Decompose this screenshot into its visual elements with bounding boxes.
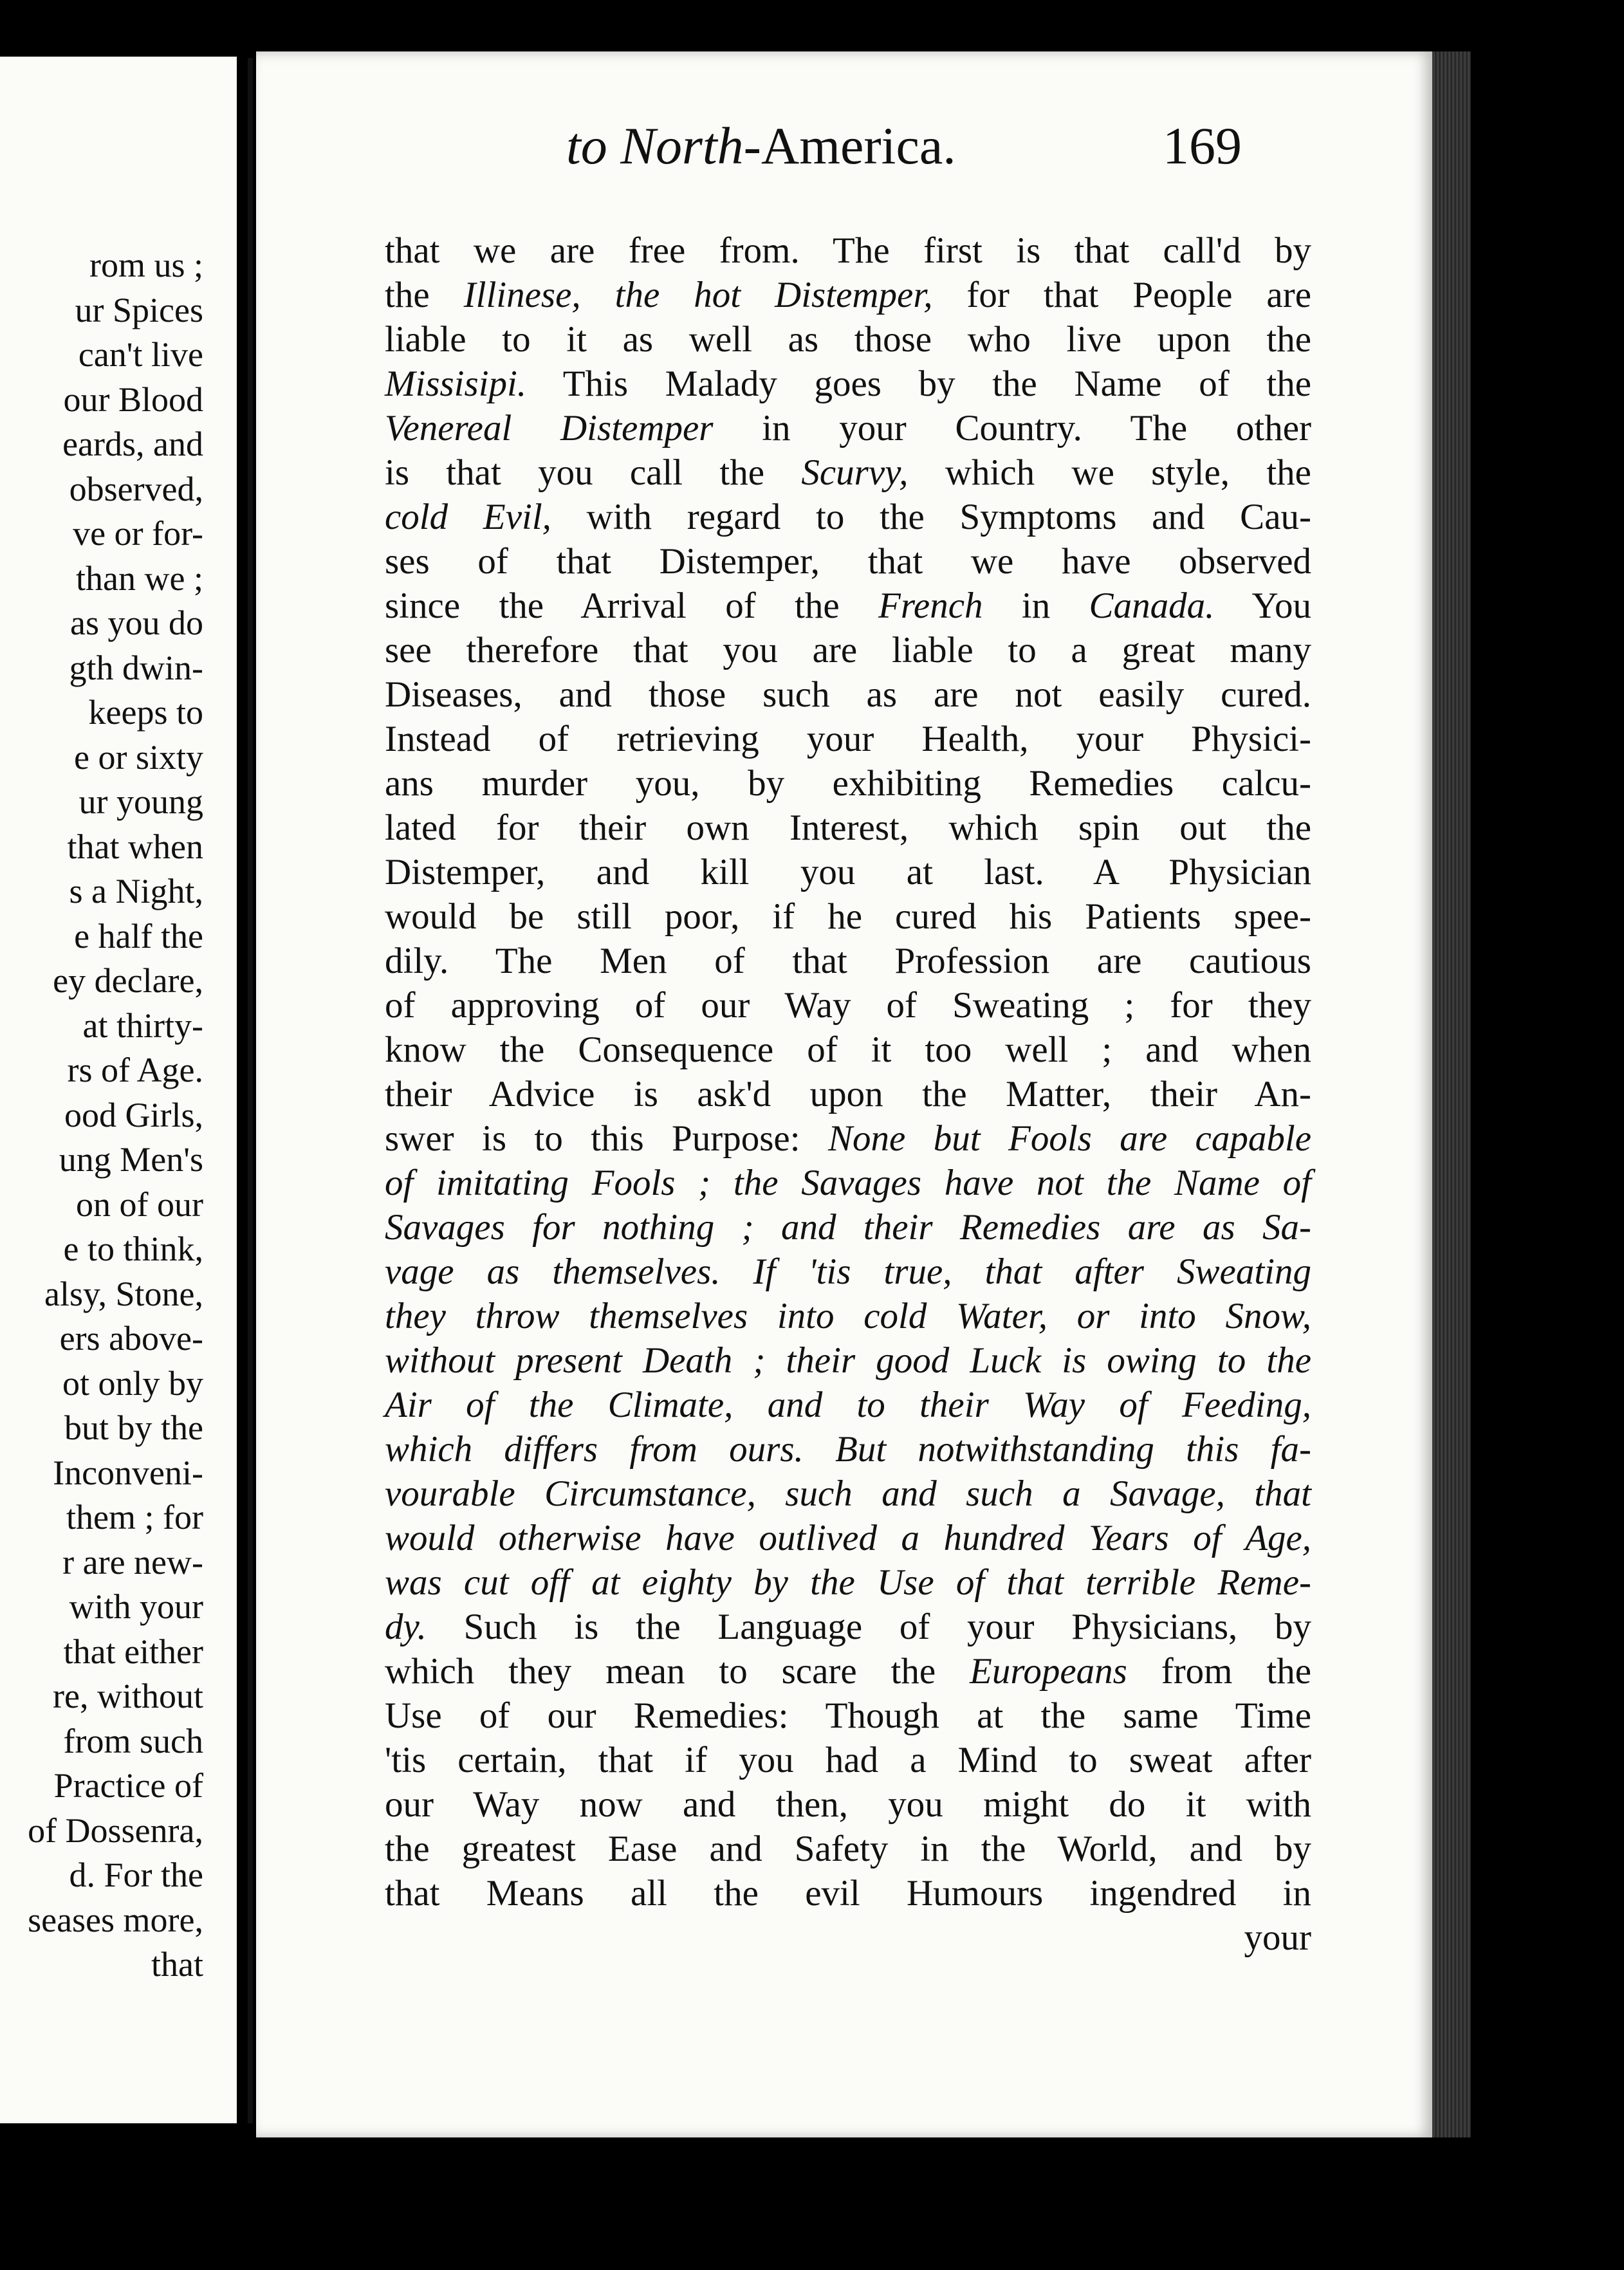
body-line: [385, 761, 1311, 806]
left-page-line: ood Girls,: [64, 1095, 203, 1134]
italic-text: Illinese, the hot Distemper,: [463, 275, 933, 315]
body-line: [385, 1782, 1311, 1827]
text-run: 'tis certain, that if you had a Mind to sweat after: [385, 1740, 1311, 1780]
left-page-line: r are new-: [62, 1542, 203, 1582]
body-line: [385, 228, 1311, 273]
running-title: [566, 116, 956, 176]
text-run: ses of that Distemper, that we have observed: [385, 541, 1311, 582]
left-page-line: e half the: [74, 916, 203, 955]
italic-text: Europeans: [970, 1651, 1127, 1692]
body-line: [385, 939, 1311, 983]
text-run: see therefore that you are liable to a great many: [385, 630, 1311, 670]
italic-text: of imitating Fools ; the Savages have not the Name of: [385, 1163, 1311, 1203]
text-run: You: [1214, 586, 1312, 626]
left-page-line: re, without: [53, 1677, 203, 1715]
italic-text: which differs from ours. But notwithstanding this fa-: [385, 1429, 1311, 1470]
left-page-line: ey declare,: [53, 961, 203, 1000]
italic-text: vage as themselves. If 'tis true, that after Sweating: [385, 1251, 1311, 1292]
body-line: [385, 1427, 1311, 1472]
body-line: [385, 1516, 1311, 1560]
running-title-italic: to North-: [566, 116, 761, 175]
italic-text: without present Death ; their good Luck is owing to the: [385, 1340, 1311, 1381]
body-line: [385, 1560, 1311, 1605]
text-run: in: [983, 586, 1089, 626]
left-page-line: on of our: [76, 1185, 203, 1224]
left-page-line: of Dossenra,: [28, 1811, 203, 1850]
body-line: [385, 1383, 1311, 1427]
left-page-line: eards, and: [62, 425, 203, 463]
text-run: lated for their own Interest, which spin out the: [385, 807, 1311, 848]
text-run: for that People are: [932, 275, 1312, 315]
left-page-line: keeps to: [88, 693, 203, 732]
italic-text: vourable Circumstance, such and such a Savage, that: [385, 1473, 1311, 1514]
left-page-line: rs of Age.: [67, 1051, 203, 1089]
body-line: [385, 539, 1311, 584]
body-line: [385, 495, 1311, 539]
left-page-line: gth dwin-: [69, 648, 203, 687]
italic-text: Missisipi.: [385, 364, 527, 404]
left-page-line: ot only by: [62, 1363, 203, 1403]
italic-text: French: [878, 586, 983, 626]
left-page-line: Inconveni-: [53, 1453, 203, 1492]
left-page-text: [28, 243, 203, 1988]
text-run: from the: [1127, 1651, 1312, 1692]
left-page-line: from such: [63, 1721, 203, 1760]
text-run: liable to it as well as those who live upon the: [385, 319, 1311, 360]
italic-text: None but Fools are capable: [827, 1118, 1311, 1159]
left-page-line: ur young: [78, 782, 203, 821]
left-page-line: with your: [69, 1587, 203, 1626]
left-page: [0, 57, 237, 2123]
italic-text: Savages for nothing ; and their Remedies are as Sa-: [385, 1207, 1311, 1248]
body-line: [385, 1338, 1311, 1383]
body-line: [385, 983, 1311, 1028]
body-line: [385, 1649, 1311, 1693]
left-page-line: that either: [63, 1632, 203, 1671]
left-page-line: that: [151, 1945, 203, 1984]
body-line: [385, 1116, 1311, 1161]
left-page-line: than we ;: [76, 558, 203, 598]
text-run: the: [385, 275, 464, 315]
left-page-line: ur Spices: [75, 290, 203, 329]
text-run: which they mean to scare the: [385, 1651, 970, 1692]
body-line: [385, 584, 1311, 628]
italic-text: Venereal Distemper: [385, 408, 714, 448]
text-run: ans murder you, by exhibiting Remedies calcu-: [385, 763, 1311, 804]
italic-text: Air of the Climate, and to their Way of Feeding,: [385, 1385, 1311, 1425]
left-page-line: s a Night,: [69, 872, 203, 910]
text-run: know the Consequence of it too well ; and when: [385, 1029, 1311, 1070]
running-title-roman: America.: [761, 116, 956, 175]
body-line: [385, 362, 1311, 406]
text-run: swer is to this Purpose:: [385, 1118, 828, 1159]
body-line: [385, 894, 1311, 939]
text-run: of approving of our Way of Sweating ; for they: [385, 985, 1311, 1026]
text-run: Distemper, and kill you at last. A Physician: [385, 852, 1311, 892]
italic-text: Canada.: [1089, 586, 1215, 626]
text-run: with regard to the Symptoms and Cau-: [551, 497, 1311, 537]
text-run: that we are free from. The first is that call'd by: [385, 230, 1311, 271]
left-page-line: that when: [67, 827, 203, 866]
body-line: [385, 1738, 1311, 1782]
body-line: [385, 1205, 1311, 1250]
gutter: [248, 58, 253, 2123]
body-line: [385, 806, 1311, 850]
italic-text: they throw themselves into cold Water, or into Snow,: [385, 1296, 1311, 1336]
page-edges: [1432, 51, 1471, 2137]
body-line: [385, 1827, 1311, 1871]
text-run: Use of our Remedies: Though at the same Time: [385, 1695, 1311, 1736]
left-page-line: ung Men's: [59, 1140, 203, 1179]
body-line: [385, 1161, 1311, 1205]
body-line: [385, 1693, 1311, 1738]
italic-text: cold Evil,: [385, 497, 551, 537]
body-line: [385, 672, 1311, 717]
left-page-line: alsy, Stone,: [44, 1274, 203, 1313]
body-line: [385, 450, 1311, 495]
left-page-line: d. For the: [69, 1856, 203, 1894]
italic-text: Scurvy,: [801, 452, 909, 493]
left-page-line: but by the: [64, 1408, 203, 1447]
left-page-line: rom us ;: [89, 246, 203, 284]
italic-text: was cut off at eighty by the Use of that terrible Reme-: [385, 1562, 1311, 1603]
text-run: the greatest Ease and Safety in the World, and by: [385, 1829, 1311, 1869]
left-page-line: ve or for-: [73, 514, 203, 553]
body-line: [385, 717, 1311, 761]
text-run: Diseases, and those such as are not easily cured.: [385, 674, 1311, 715]
page-number: 169: [1163, 116, 1242, 175]
italic-text: would otherwise have outlived a hundred Years of Age,: [385, 1518, 1311, 1558]
left-page-line: Practice of: [53, 1766, 203, 1805]
body-line: [385, 1605, 1311, 1649]
left-page-line: observed,: [69, 469, 203, 508]
text-run: in your Country. The other: [713, 408, 1311, 448]
body-line: [385, 1871, 1311, 1915]
text-run: their Advice is ask'd upon the Matter, their An-: [385, 1074, 1311, 1114]
left-page-line: can't live: [78, 335, 203, 374]
italic-text: dy.: [385, 1607, 427, 1647]
text-run: which we style, the: [908, 452, 1311, 493]
text-run: Instead of retrieving your Health, your Physici-: [385, 719, 1311, 759]
text-run: would be still poor, if he cured his Patients spee-: [385, 896, 1311, 937]
left-page-line: at thirty-: [82, 1006, 203, 1045]
body-line: [385, 406, 1311, 450]
body-line: [385, 1250, 1311, 1294]
text-run: Such is the Language of your Physicians, by: [426, 1607, 1311, 1647]
body-line: [385, 1294, 1311, 1338]
left-page-line: ers above-: [59, 1319, 203, 1358]
left-page-line: our Blood: [63, 380, 203, 419]
left-page-line: e to think,: [63, 1230, 203, 1268]
left-page-line: as you do: [70, 604, 203, 642]
running-header: [302, 103, 1242, 187]
body-line: [385, 1472, 1311, 1516]
body-line: [385, 1028, 1311, 1072]
body-text: [385, 228, 1311, 1915]
left-page-line: them ; for: [66, 1498, 203, 1536]
text-run: This Malady goes by the Name of the: [526, 364, 1311, 404]
catchword: your: [1244, 1917, 1311, 1958]
left-page-line: e or sixty: [74, 737, 203, 777]
body-line: [385, 1072, 1311, 1116]
left-page-line: seases more,: [28, 1900, 203, 1939]
text-run: is that you call the: [385, 452, 802, 493]
body-line: [385, 628, 1311, 672]
text-run: our Way now and then, you might do it with: [385, 1784, 1311, 1825]
text-run: that Means all the evil Humours ingendred in: [385, 1873, 1311, 1914]
text-run: dily. The Men of that Profession are cautious: [385, 941, 1311, 981]
text-run: since the Arrival of the: [385, 586, 879, 626]
body-line: [385, 850, 1311, 894]
body-line: [385, 273, 1311, 317]
body-line: [385, 317, 1311, 362]
